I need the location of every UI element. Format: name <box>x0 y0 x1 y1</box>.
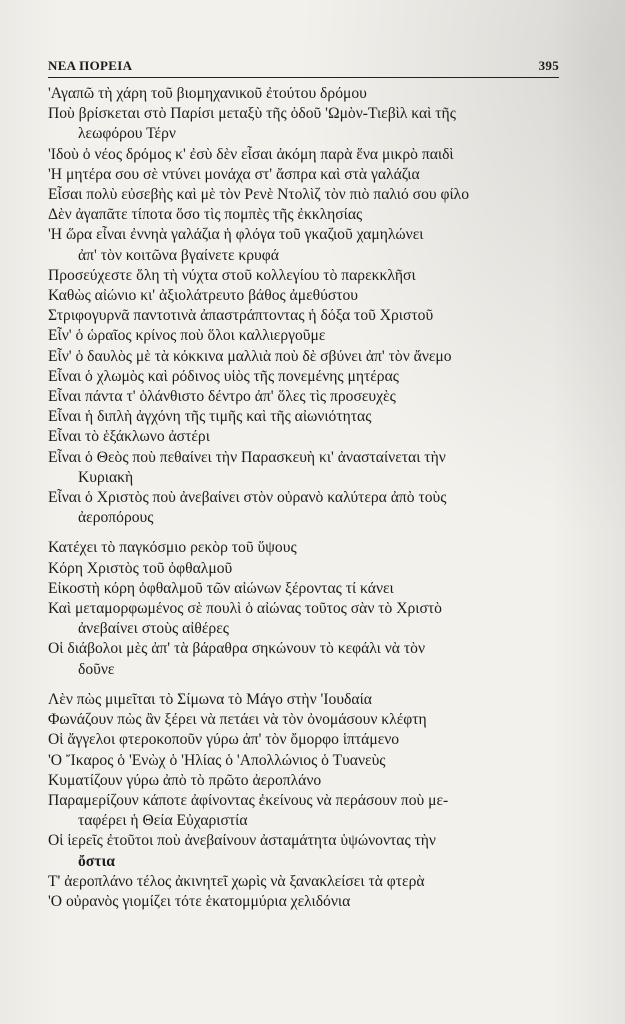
poem-line: Προσεύχεστε ὅλη τὴ νύχτα στοῦ κολλεγίου τὸ παρεκκλῆσι <box>48 266 416 284</box>
poem-line: Κόρη Χριστὸς τοῦ ὀφθαλμοῦ <box>48 559 233 577</box>
poem-line: Καθὼς αἰώνιο κι' ἀξιολάτρευτο βάθος ἀμεθύστου <box>48 287 359 305</box>
poem-line-continuation: δοῦνε <box>78 660 115 678</box>
poem-line: Οἱ διάβολοι μὲς ἀπ' τὰ βάραθρα σηκώνουν τὸ κεφάλι νὰ τὸν <box>48 640 425 658</box>
poem-line: Εἶναι ὁ χλωμὸς καὶ ρόδινος υἱὸς τῆς πονεμένης μητέρας <box>48 367 399 385</box>
poem-line: 'Ο οὐρανὸς γιομίζει τότε ἑκατομμύρια χελιδόνια <box>48 892 351 910</box>
poem-line: Δὲν ἀγαπᾶτε τίποτα ὅσο τὶς πομπὲς τῆς ἐκκλησίας <box>48 206 363 224</box>
poem-line: Ποὺ βρίσκεται στὸ Παρίσι μεταξὺ τῆς ὁδοῦ 'Ωμὸν-Τιεβὶλ καὶ τῆς <box>48 105 456 123</box>
page-number: 395 <box>538 58 559 73</box>
poem-line: Εἶναι ὁ Χριστὸς ποὺ ἀνεβαίνει στὸν οὐρανὸ καλύτερα ἀπὸ τοὺς <box>48 489 447 507</box>
poem-line-continuation: ὄστια <box>78 852 116 870</box>
journal-title: ΝΕΑ ΠΟΡΕΙΑ <box>48 58 133 73</box>
poem-line: Εἶναι ὁ Θεὸς ποὺ πεθαίνει τὴν Παρασκευὴ κι' ἀνασταίνεται τὴν <box>48 448 446 466</box>
poem-line: Τ' ἀεροπλάνο τέλος ἀκινητεῖ χωρὶς νὰ ξανακλείσει τὰ φτερὰ <box>48 872 425 890</box>
stanza-gap <box>48 528 568 538</box>
poem-line: Οἱ ἱερεῖς ἐτοῦτοι ποὺ ἀνεβαίνουν ἀσταμάτητα ὑψώνοντας τὴν <box>48 832 436 850</box>
poem-line: 'Ιδοὺ ὁ νέος δρόμος κ' ἐσὺ δὲν εἶσαι ἀκόμη παρὰ ἕνα μικρὸ παιδὶ <box>48 145 454 163</box>
poem-line: Λὲν πὼς μιμεῖται τὸ Σίμωνα τὸ Μάγο στὴν 'Ιουδαία <box>48 690 372 708</box>
poem-line: Οἱ ἄγγελοι φτεροκοποῦν γύρω ἀπ' τὸν ὄμορφο ἱπτάμενο <box>48 731 400 749</box>
poem-line: Φωνάζουν πὼς ἂν ξέρει νὰ πετάει νὰ τὸν ὀνομάσουν κλέφτη <box>48 711 427 729</box>
poem-line-continuation: λεωφόρου Τέρν <box>78 125 176 143</box>
poem-body <box>48 84 568 912</box>
poem-line-continuation: ἀπ' τὸν κοιτῶνα βγαίνετε κρυφά <box>78 246 279 264</box>
poem-line: Εἶσαι πολὺ εὐσεβὴς καὶ μὲ τὸν Ρενὲ Ντολὶζ τὸν πιὸ παλιό σου φίλο <box>48 186 470 204</box>
poem-line: 'Η μητέρα σου σὲ ντύνει μονάχα στ' ἄσπρα καὶ στὰ γαλάζια <box>48 165 420 183</box>
poem-line-continuation: Κυριακὴ <box>78 468 134 486</box>
stanza-gap <box>48 680 568 690</box>
poem-line: Κυματίζουν γύρω ἀπὸ τὸ πρῶτο ἀεροπλάνο <box>48 771 322 789</box>
poem-line: Εἰκοστὴ κόρη ὀφθαλμοῦ τῶν αἰώνων ξέροντας τί κάνει <box>48 579 394 597</box>
poem-line-continuation: ἀνεβαίνει στοὺς αἰθέρες <box>78 620 229 638</box>
header-rule <box>48 77 559 78</box>
poem-line: Στριφογυρνᾶ παντοτινὰ ἀπαστράπτοντας ἡ δόξα τοῦ Χριστοῦ <box>48 307 434 325</box>
poem-line-continuation: ταφέρει ἡ Θεία Εὐχαριστία <box>78 812 248 830</box>
poem-line: Εἶναι ἡ διπλὴ ἀγχόνη τῆς τιμῆς καὶ τῆς αἰωνιότητας <box>48 408 372 426</box>
poem-line: Καὶ μεταμορφωμένος σὲ πουλὶ ὁ αἰώνας τοῦτος σὰν τὸ Χριστὸ <box>48 600 442 618</box>
poem-line: 'Η ὥρα εἶναι ἐννηὰ γαλάζια ἡ φλόγα τοῦ γκαζιοῦ χαμηλώνει <box>48 226 424 244</box>
poem-line: 'Αγαπῶ τὴ χάρη τοῦ βιομηχανικοῦ ἐτούτου δρόμου <box>48 85 367 102</box>
poem-line-continuation: ἀεροπόρους <box>78 509 154 527</box>
running-header <box>48 58 559 76</box>
poem-line: Εἶναι τὸ ἑξάκλωνο ἀστέρι <box>48 428 210 446</box>
poem-line: Κατέχει τὸ παγκόσμιο ρεκὸρ τοῦ ὕψους <box>48 539 297 557</box>
poem-line: Εἶναι πάντα τ' ὁλάνθιστο δέντρο ἀπ' ὅλες τὶς προσευχὲς <box>48 388 396 406</box>
poem-line: Εἶν' ὁ δαυλὸς μὲ τὰ κόκκινα μαλλιὰ ποὺ δὲ σβύνει ἀπ' τὸν ἄνεμο <box>48 347 452 365</box>
poem-line: Παραμερίζουν κάποτε ἀφίνοντας ἐκείνους νὰ περάσουν ποὺ με- <box>48 791 449 809</box>
poem-line: 'Ο Ἴκαρος ὁ 'Ενὼχ ὁ 'Ηλίας ὁ 'Απολλώνιος ὁ Τυανεὺς <box>48 751 386 769</box>
poem-line: Εἶν' ὁ ὡραῖος κρίνος ποὺ ὅλοι καλλιεργοῦμε <box>48 327 326 345</box>
